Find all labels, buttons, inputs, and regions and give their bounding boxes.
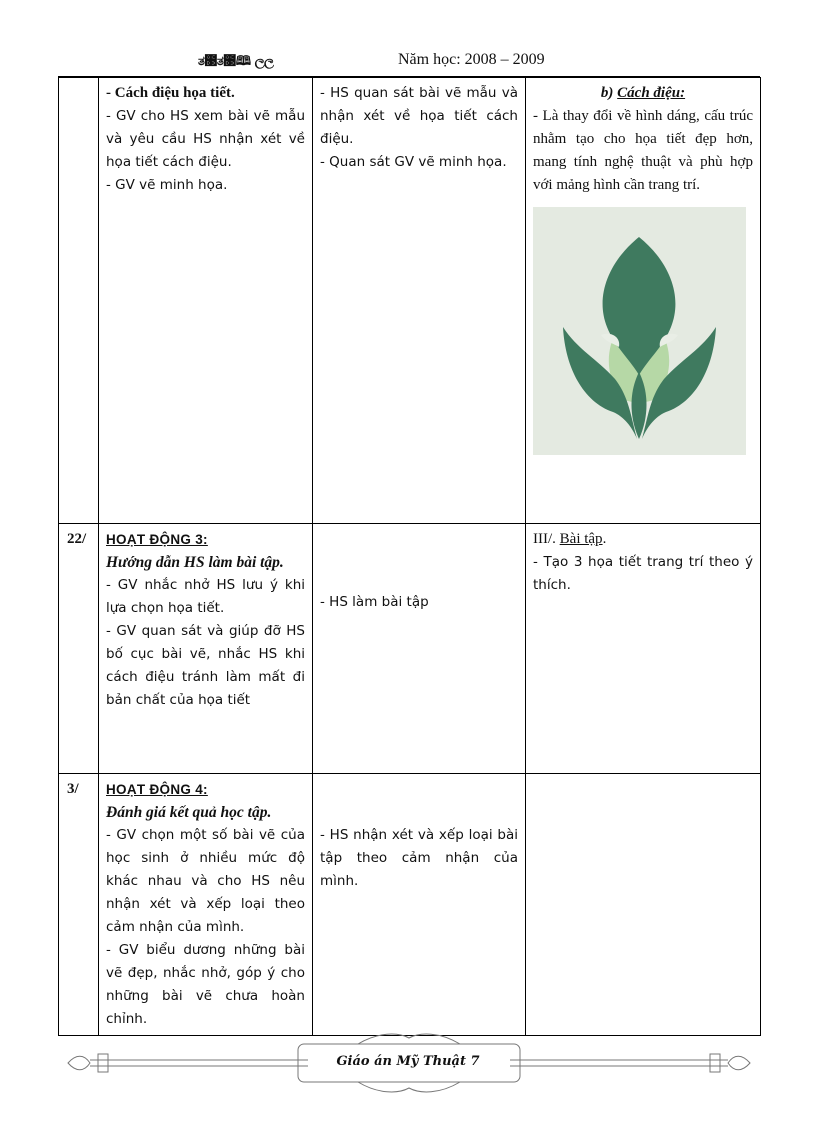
student-activity-cell (313, 774, 526, 1036)
teacher-line: - GV quan sát và giúp đỡ HS bố cục bài vẽ, nhắc HS khi cách điệu tránh làm mất đi bản chất của họa tiết (106, 623, 305, 708)
teacher-activity-cell (99, 78, 313, 524)
teacher-line: - GV nhắc nhở HS lưu ý khi lựa chọn họa tiết. (106, 577, 305, 616)
content-cell (526, 774, 761, 1036)
student-activity-cell (313, 78, 526, 524)
teacher-line: - GV biểu dương những bài vẽ đẹp, nhắc nhở, góp ý cho những bài vẽ chưa hoàn chỉnh. (106, 942, 305, 1027)
student-line: - Quan sát GV vẽ minh họa. (320, 154, 507, 170)
student-activity-cell (313, 524, 526, 774)
page-footer (58, 1030, 760, 1100)
activity-title: HOẠT ĐỘNG 4: (106, 782, 208, 797)
content-line: - Tạo 3 họa tiết trang trí theo ý thích. (533, 554, 753, 593)
student-line: - HS nhận xét và xếp loại bài tập theo cảm nhận của mình. (320, 827, 518, 889)
teacher-activity-cell (99, 524, 313, 774)
content-line: - Là thay đổi về hình dáng, cấu trúc nhằm tạo cho họa tiết đẹp hơn, mang tính nghệ thuật và phù hợp với mảng hình cần trang trí. (533, 108, 753, 193)
lesson-plan-table (58, 77, 761, 1036)
school-year: Năm học: 2008 – 2009 (398, 51, 545, 68)
content-cell (526, 524, 761, 774)
teacher-line: - GV vẽ minh họa. (106, 177, 228, 193)
teacher-activity-cell (99, 774, 313, 1036)
table-row (59, 774, 761, 1036)
activity-subtitle: Hướng dẫn HS làm bài tập. (106, 554, 284, 571)
page-header (58, 50, 760, 76)
section-title: - Cách điệu họa tiết. (106, 85, 235, 101)
student-line: - HS quan sát bài vẽ mẫu và nhận xét về họa tiết cách điệu. (320, 85, 518, 147)
time-cell: 22/ (59, 524, 99, 774)
footer-label: Giáo án Mỹ Thuật 7 (336, 1054, 480, 1069)
activity-title: HOẠT ĐỘNG 3: (106, 532, 208, 547)
table-row (59, 78, 761, 524)
activity-subtitle: Đánh giá kết quả học tập. (106, 804, 272, 821)
time-cell: 3/ (59, 774, 99, 1036)
content-heading: III/. Bài tập. (533, 531, 607, 547)
content-heading: b) Cách điệu: (600, 85, 686, 101)
time-cell (59, 78, 99, 524)
stylized-leaf-image (533, 207, 746, 455)
content-cell (526, 78, 761, 524)
teacher-line: - GV cho HS xem bài vẽ mẫu và yêu cầu HS nhận xét về họa tiết cách điệu. (106, 108, 305, 170)
table-row (59, 524, 761, 774)
teacher-line: - GV chọn một số bài vẽ của học sinh ở nhiều mức độ khác nhau và cho HS nêu nhận xét và xếp loại theo cảm nhận của mình. (106, 827, 305, 935)
student-line: - HS làm bài tập (320, 594, 429, 610)
header-ornament: ತ೓ತ೓🕮 ලල (198, 54, 274, 69)
